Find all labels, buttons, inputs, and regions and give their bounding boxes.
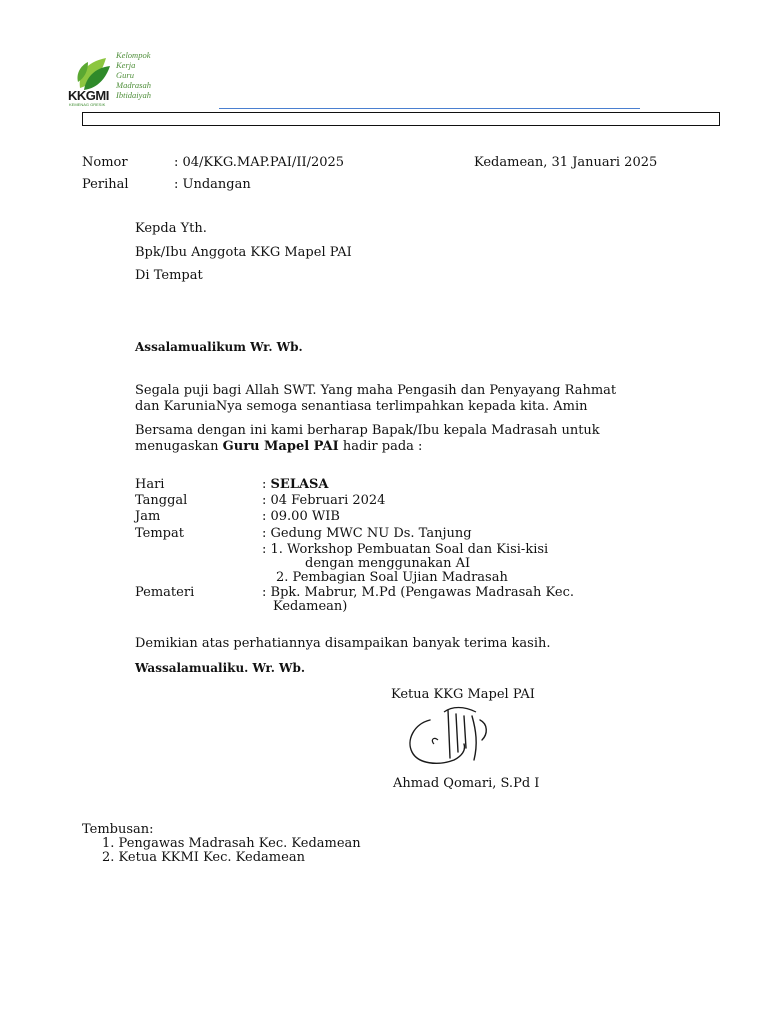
detail-value: : 09.00 WIB bbox=[262, 509, 340, 524]
detail-value: : Gedung MWC NU Ds. Tanjung bbox=[262, 526, 472, 541]
tembusan-label: Tembusan: bbox=[82, 822, 154, 837]
nomor-value: : 04/KKG.MAP.PAI/II/2025 bbox=[174, 155, 345, 170]
recipient-line: Bpk/Ibu Anggota KKG Mapel PAI bbox=[135, 245, 352, 260]
logo-line: Kerja bbox=[116, 60, 136, 70]
handwritten-signature bbox=[404, 700, 496, 772]
tembusan-item: 2. Ketua KKMI Kec. Kedamean bbox=[102, 850, 305, 865]
logo-line: Madrasah bbox=[116, 80, 151, 90]
logo-line: Kelompok bbox=[116, 50, 151, 60]
agenda-line: dengan menggunakan AI bbox=[305, 556, 471, 571]
detail-value: : 04 Februari 2024 bbox=[262, 493, 386, 508]
agenda-line: : 1. Workshop Pembuatan Soal dan Kisi-kisi bbox=[262, 542, 549, 557]
body-emphasis: Guru Mapel PAI bbox=[222, 439, 339, 454]
logo-line: Guru bbox=[116, 70, 134, 80]
detail-value bbox=[262, 477, 329, 493]
logo-wordmark: KKGMI bbox=[68, 88, 109, 103]
signature-title: Ketua KKG Mapel PAI bbox=[391, 687, 535, 702]
agenda-line: 2. Pembagian Soal Ujian Madrasah bbox=[276, 570, 508, 585]
detail-label: Hari bbox=[135, 477, 165, 492]
nomor-label: Nomor bbox=[82, 155, 128, 170]
perihal-label: Perihal bbox=[82, 177, 129, 192]
place-date: Kedamean, 31 Januari 2025 bbox=[474, 155, 658, 170]
signature-name: Ahmad Qomari, S.Pd I bbox=[393, 776, 540, 791]
logo-subtitle: KEMENAG GRESIK bbox=[69, 102, 106, 107]
detail-label: Tanggal bbox=[135, 493, 188, 508]
detail-label: Tempat bbox=[135, 526, 184, 541]
closing-salam: Wassalamualiku. Wr. Wb. bbox=[135, 661, 306, 675]
leaf-logo-icon bbox=[76, 52, 112, 92]
logo-line: Ibtidaiyah bbox=[116, 90, 151, 100]
kkgmi-logo bbox=[66, 48, 166, 108]
tembusan-item: 1. Pengawas Madrasah Kec. Kedamean bbox=[102, 836, 361, 851]
body-text: menugaskan bbox=[135, 439, 223, 454]
closing-thanks: Demikian atas perhatiannya disampaikan banyak terima kasih. bbox=[135, 636, 551, 651]
detail-value: : Bpk. Mabrur, M.Pd (Pengawas Madrasah Kec. bbox=[262, 585, 574, 600]
detail-colon: : bbox=[262, 477, 271, 492]
header-divider bbox=[219, 108, 640, 109]
body-line: dan KaruniaNya semoga senantiasa terlimpahkan kepada kita. Amin bbox=[135, 399, 588, 414]
logo-text-block bbox=[116, 50, 151, 100]
body-line: Segala puji bagi Allah SWT. Yang maha Pengasih dan Penyayang Rahmat bbox=[135, 383, 617, 398]
header-box bbox=[82, 112, 720, 126]
body-line bbox=[135, 439, 422, 455]
detail-label: Pemateri bbox=[135, 585, 195, 600]
perihal-value: : Undangan bbox=[174, 177, 251, 192]
detail-label: Jam bbox=[135, 509, 161, 524]
body-line: Bersama dengan ini kami berharap Bapak/Ibu kepala Madrasah untuk bbox=[135, 423, 600, 438]
recipient-line: Di Tempat bbox=[135, 268, 203, 283]
detail-hari: SELASA bbox=[270, 477, 329, 492]
body-text: hadir pada : bbox=[338, 439, 423, 454]
recipient-line: Kepda Yth. bbox=[135, 221, 207, 236]
detail-value: Kedamean) bbox=[273, 599, 348, 614]
greeting: Assalamualikum Wr. Wb. bbox=[135, 340, 303, 354]
